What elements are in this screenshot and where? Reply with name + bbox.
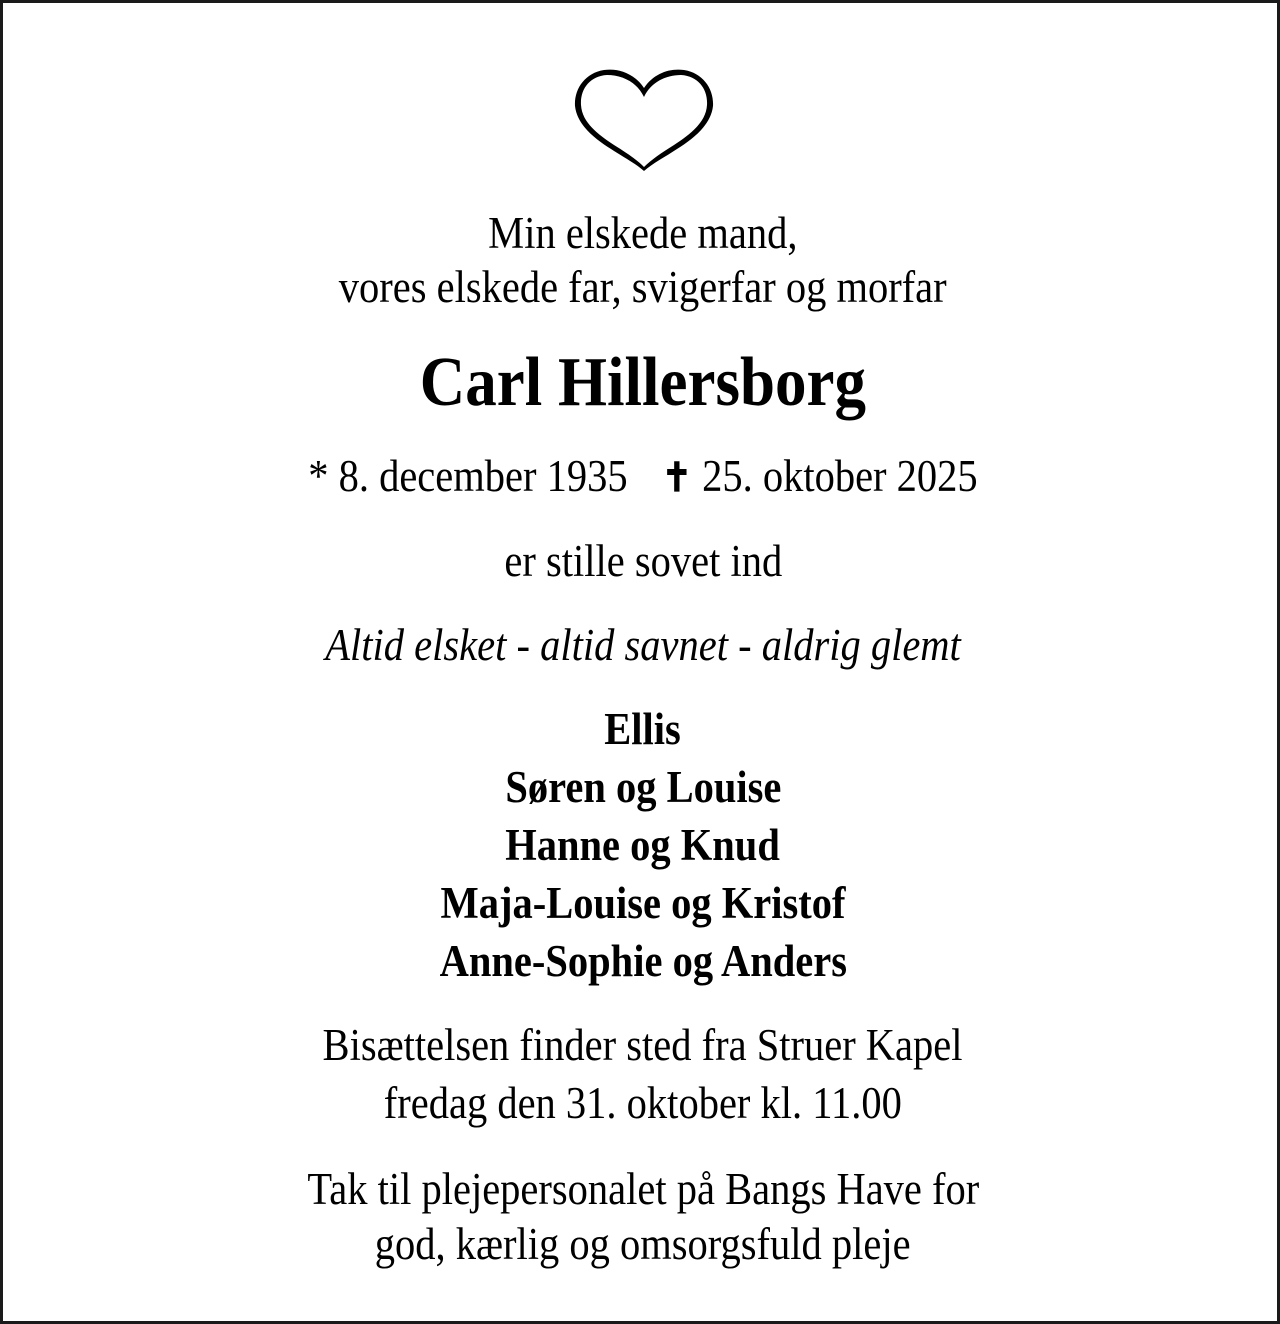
family-member: Anne-Sophie og Anders bbox=[439, 936, 847, 986]
heart-icon bbox=[571, 67, 717, 173]
birth-date: 8. december 1935 bbox=[338, 451, 628, 501]
intro-line-1: Min elskede mand, bbox=[488, 208, 798, 258]
family-member: Ellis bbox=[604, 704, 682, 754]
family-member: Maja-Louise og Kristof bbox=[440, 878, 846, 928]
cross-icon: ✝ bbox=[661, 455, 693, 500]
family-member: Søren og Louise bbox=[504, 762, 782, 812]
service-line-2: fredag den 31. oktober kl. 11.00 bbox=[383, 1078, 903, 1128]
birth-star-icon: * bbox=[308, 451, 329, 501]
family-member: Hanne og Knud bbox=[505, 820, 781, 870]
intro-line-2: vores elskede far, svigerfar og morfar bbox=[339, 262, 947, 312]
deceased-name: Carl Hillersborg bbox=[419, 344, 867, 421]
life-dates bbox=[3, 449, 1280, 505]
thanks-line-1: Tak til plejepersonalet på Bangs Have for bbox=[307, 1164, 979, 1214]
service-line-1: Bisættelsen finder sted fra Struer Kapel bbox=[323, 1020, 963, 1070]
announcement: er stille sovet ind bbox=[504, 536, 782, 586]
motto: Altid elsket - altid savnet - aldrig glemt bbox=[325, 620, 961, 670]
thanks-line-2: god, kærlig og omsorgsfuld pleje bbox=[375, 1219, 911, 1269]
death-date: 25. oktober 2025 bbox=[702, 451, 978, 501]
